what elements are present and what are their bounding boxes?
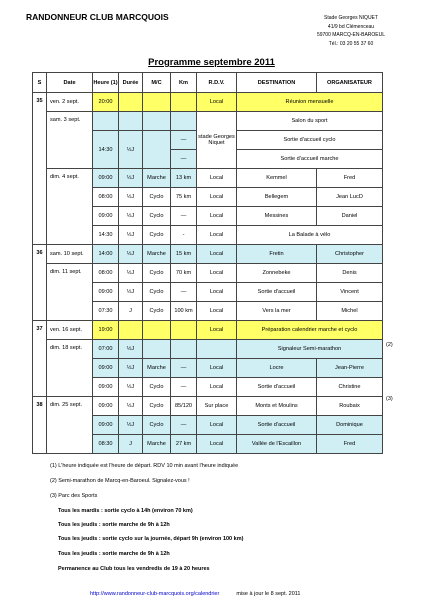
week-number: 36 xyxy=(33,245,47,321)
row-rdv: Local xyxy=(197,207,237,226)
row-km: 70 km xyxy=(171,264,197,283)
recurring-note: Tous les jeudis : sortie marche de 9h à 12h xyxy=(58,522,170,528)
row-km: - xyxy=(171,226,197,245)
col-header: S xyxy=(33,73,47,93)
table-header-row xyxy=(33,73,383,93)
row-mc: Cyclo xyxy=(143,264,171,283)
row-organiser: Jean LucD xyxy=(317,188,383,207)
row-mc: Marche xyxy=(143,359,171,378)
row-mc xyxy=(143,112,171,131)
table-row xyxy=(33,169,383,188)
table-row xyxy=(33,340,383,359)
row-duration: ½J xyxy=(119,188,143,207)
recurring-note: Tous les jeudis : sortie marche de 9h à 12h xyxy=(58,551,170,557)
col-header: DESTINATION xyxy=(237,73,317,93)
col-header: Heure (1) xyxy=(93,73,119,93)
row-destination: Vers la mer xyxy=(237,302,317,321)
row-time: 09:00 xyxy=(93,378,119,397)
row-organiser: Roubaix xyxy=(317,397,383,416)
row-time: 09:00 xyxy=(93,416,119,435)
row-rdv: Local xyxy=(197,264,237,283)
row-km: — xyxy=(171,416,197,435)
row-mc: Cyclo xyxy=(143,302,171,321)
row-destination: Sortie d'accueil xyxy=(237,416,317,435)
row-duration: ½J xyxy=(119,397,143,416)
recurring-note: Permanence au Club tous les vendredis de 19 à 20 heures xyxy=(58,566,210,572)
row-date: dim. 11 sept. xyxy=(47,264,93,321)
table-row xyxy=(33,93,383,112)
col-header: R.D.V. xyxy=(197,73,237,93)
footer xyxy=(90,591,300,597)
calendar-link[interactable]: http://www.randonneur-club-marcquois.org/calendrier xyxy=(90,591,220,597)
row-km: 100 km xyxy=(171,302,197,321)
row-time: 08:30 xyxy=(93,435,119,454)
recurring-note: Tous les jeudis : sortie cyclo sur la journée, départ 9h (environ 100 km) xyxy=(58,536,244,542)
row-rdv: Local xyxy=(197,416,237,435)
row-mc: Cyclo xyxy=(143,416,171,435)
row-date: sam. 3 sept. xyxy=(47,112,93,169)
row-mc xyxy=(143,340,171,359)
row-mc: Cyclo xyxy=(143,207,171,226)
row-organiser: Dominique xyxy=(317,416,383,435)
row-organiser: Denis xyxy=(317,264,383,283)
table-row xyxy=(33,397,383,416)
row-mc xyxy=(143,131,171,169)
row-mc: Marche xyxy=(143,435,171,454)
row-mc: Marche xyxy=(143,169,171,188)
row-km: 75 km xyxy=(171,188,197,207)
row-km: 27 km xyxy=(171,435,197,454)
row-time: 09:00 xyxy=(93,397,119,416)
row-duration: ½J xyxy=(119,131,143,169)
address-line: Tél.: 03 20 55 37 60 xyxy=(328,40,374,47)
row-time: 08:00 xyxy=(93,264,119,283)
row-km: — xyxy=(171,283,197,302)
row-time: 09:00 xyxy=(93,169,119,188)
row-mc: Marche xyxy=(143,245,171,264)
club-name: RANDONNEUR CLUB MARCQUOIS xyxy=(26,12,169,22)
row-km: — xyxy=(171,359,197,378)
row-duration: ½J xyxy=(119,226,143,245)
row-duration: ½J xyxy=(119,359,143,378)
table-row xyxy=(33,321,383,340)
row-duration: ½J xyxy=(119,207,143,226)
row-organiser: Fred xyxy=(317,435,383,454)
table-row xyxy=(33,264,383,283)
row-organiser: Jean-Pierre xyxy=(317,359,383,378)
row-duration: J xyxy=(119,435,143,454)
row-time: 14:00 xyxy=(93,245,119,264)
row-km xyxy=(171,112,197,131)
row-time: 19:00 xyxy=(93,321,119,340)
row-rdv: Local xyxy=(197,226,237,245)
row-duration: ½J xyxy=(119,416,143,435)
row-km: 15 km xyxy=(171,245,197,264)
col-header: Km xyxy=(171,73,197,93)
row-organiser: Christopher xyxy=(317,245,383,264)
schedule-table xyxy=(32,72,383,454)
row-destination: Sortie d'accueil marche xyxy=(237,150,383,169)
row-km: — xyxy=(171,207,197,226)
row-destination: Kemmel xyxy=(237,169,317,188)
row-destination: Locre xyxy=(237,359,317,378)
club-address xyxy=(306,14,396,48)
row-destination: Réunion mensuelle xyxy=(237,93,383,112)
row-date: ven. 2 sept. xyxy=(47,93,93,112)
row-time: 20:00 xyxy=(93,93,119,112)
row-duration: ½J xyxy=(119,340,143,359)
row-destination: Vallée de l'Escaillon xyxy=(237,435,317,454)
row-destination: Salon du sport xyxy=(237,112,383,131)
row-time: 09:00 xyxy=(93,283,119,302)
row-km xyxy=(171,321,197,340)
row-mc: Cyclo xyxy=(143,188,171,207)
recurring-note: Tous les mardis : sortie cyclo à 14h (environ 70 km) xyxy=(58,508,193,514)
row-rdv: Sur place xyxy=(197,397,237,416)
row-mc: Cyclo xyxy=(143,226,171,245)
row-time: 09:00 xyxy=(93,207,119,226)
row-date: dim. 18 sept. xyxy=(47,340,93,397)
col-header: ORGANISATEUR xyxy=(317,73,383,93)
col-header: Durée xyxy=(119,73,143,93)
row-rdv: Local xyxy=(197,93,237,112)
address-line: 59700 MARCQ-EN-BAROEUL xyxy=(316,32,386,38)
row-rdv: Local xyxy=(197,188,237,207)
address-line: 41/9 bd Clémenceau xyxy=(327,23,375,30)
row-destination: Signaleur Semi-marathon xyxy=(237,340,383,359)
row-date: sam. 10 sept. xyxy=(47,245,93,264)
footnote-ref: (3) xyxy=(386,396,393,402)
row-destination: Fretin xyxy=(237,245,317,264)
row-duration: J xyxy=(119,302,143,321)
row-destination: Sortie d'accueil cyclo xyxy=(237,131,383,150)
row-km: 85/120 xyxy=(171,397,197,416)
row-duration: ½J xyxy=(119,283,143,302)
row-rdv: Local xyxy=(197,283,237,302)
row-time: 07:30 xyxy=(93,302,119,321)
row-rdv: Local xyxy=(197,169,237,188)
row-km: 13 km xyxy=(171,169,197,188)
row-destination: La Balade à vélo xyxy=(237,226,383,245)
row-rdv: Local xyxy=(197,302,237,321)
row-date: ven. 16 sept. xyxy=(47,321,93,340)
row-mc: Cyclo xyxy=(143,283,171,302)
row-mc xyxy=(143,321,171,340)
row-rdv: Local xyxy=(197,321,237,340)
row-destination: Monts et Moulins xyxy=(237,397,317,416)
row-mc xyxy=(143,93,171,112)
col-header: Date xyxy=(47,73,93,93)
row-duration: ½J xyxy=(119,169,143,188)
row-time: 09:00 xyxy=(93,359,119,378)
row-rdv xyxy=(197,340,237,359)
row-mc: Cyclo xyxy=(143,378,171,397)
row-destination: Sortie d'accueil xyxy=(237,283,317,302)
row-destination: Messines xyxy=(237,207,317,226)
row-duration xyxy=(119,321,143,340)
row-duration xyxy=(119,112,143,131)
row-time: 14:30 xyxy=(93,131,119,169)
row-organiser: Michel xyxy=(317,302,383,321)
row-time xyxy=(93,112,119,131)
row-km xyxy=(171,93,197,112)
row-km: — xyxy=(171,378,197,397)
week-number: 37 xyxy=(33,321,47,397)
row-organiser: Daniel xyxy=(317,207,383,226)
row-duration: ½J xyxy=(119,378,143,397)
row-time: 08:00 xyxy=(93,188,119,207)
row-rdv: Local xyxy=(197,359,237,378)
row-duration: ½J xyxy=(119,264,143,283)
table-row xyxy=(33,112,383,131)
row-organiser: Fred xyxy=(317,169,383,188)
row-rdv: Local xyxy=(197,435,237,454)
footnote: (1) L'heure indiquée est l'heure de départ. RDV 10 min avant l'heure indiquée xyxy=(50,463,239,469)
row-rdv: Local xyxy=(197,245,237,264)
row-km: — xyxy=(171,150,197,169)
row-destination: Sortie d'accueil xyxy=(237,378,317,397)
row-time: 07:00 xyxy=(93,340,119,359)
week-number: 35 xyxy=(33,93,47,245)
row-destination: Zonnebeke xyxy=(237,264,317,283)
row-rdv: stade Georges Niquet xyxy=(197,112,237,169)
row-km xyxy=(171,340,197,359)
row-duration xyxy=(119,93,143,112)
row-organiser: Christine xyxy=(317,378,383,397)
row-date: dim. 25 sept. xyxy=(47,397,93,454)
row-duration: ½J xyxy=(119,245,143,264)
footnote-ref: (2) xyxy=(386,342,393,348)
row-destination: Bellegem xyxy=(237,188,317,207)
row-date: dim. 4 sept. xyxy=(47,169,93,245)
row-mc: Cyclo xyxy=(143,397,171,416)
week-number: 38 xyxy=(33,397,47,454)
update-date: mise à jour le 8 sept. 2011 xyxy=(236,591,301,597)
row-km: — xyxy=(171,131,197,150)
table-row xyxy=(33,245,383,264)
row-organiser: Vincent xyxy=(317,283,383,302)
col-header: M/C xyxy=(143,73,171,93)
footnote: (3) Parc des Sports xyxy=(50,493,98,499)
page-title: Programme septembre 2011 xyxy=(148,57,275,68)
footnote: (2) Semi-marathon de Marcq-en-Baroeul. Signalez-vous ! xyxy=(50,478,190,484)
row-time: 14:30 xyxy=(93,226,119,245)
address-line: Stade Georges NIQUET xyxy=(324,15,378,21)
row-rdv: Local xyxy=(197,378,237,397)
row-destination: Préparation calendrier marche et cyclo xyxy=(237,321,383,340)
